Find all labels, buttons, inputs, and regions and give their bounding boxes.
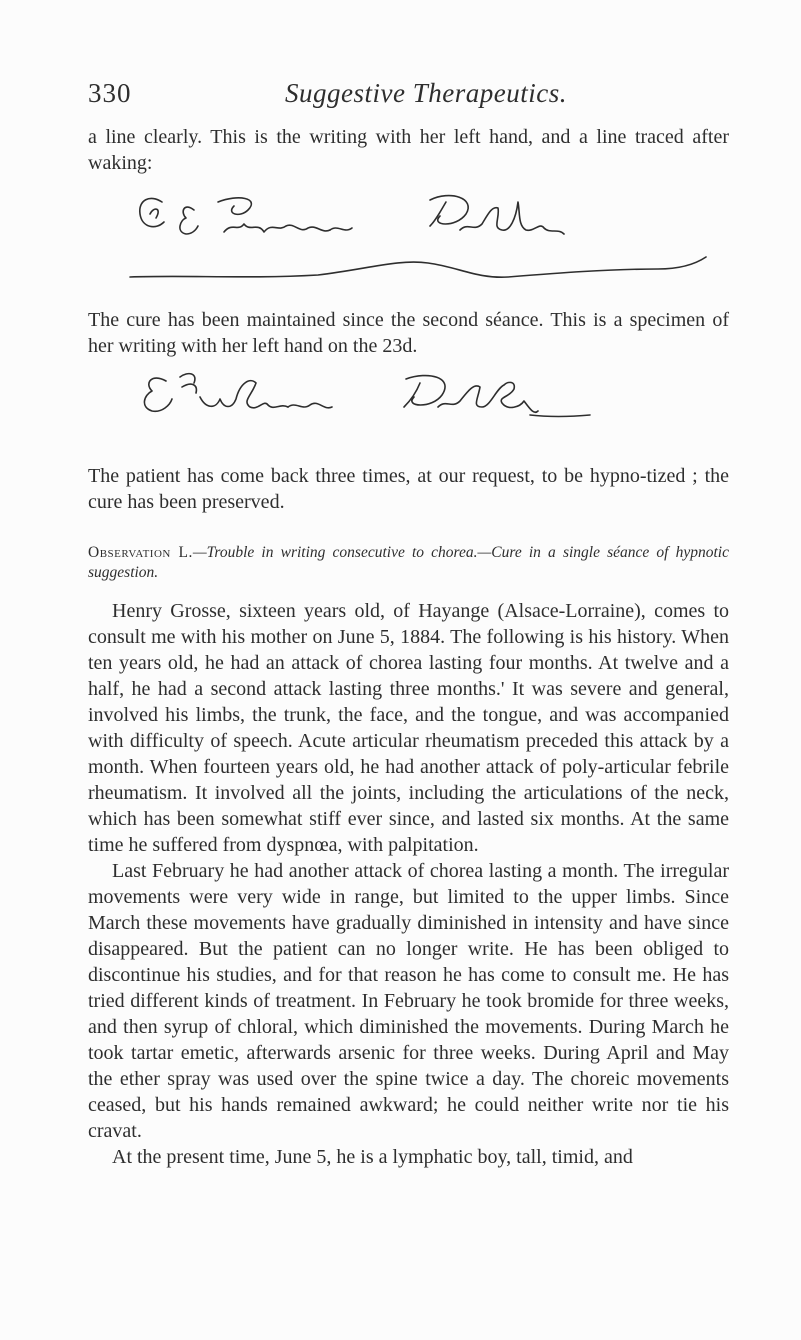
case-history-paragraph-1: Henry Grosse, sixteen years old, of Hayange (Alsace-Lorraine), comes to consult me with his mother on June 5, 1884. The following is his history. When ten years old, he had an attack of chorea lasting four months. At twelve and a half, he had a second attack lasting three months.' It was severe and general, involved his limbs, the trunk, the face, and the tongue, and was accompanied with difficulty of speech. Acute articular rheumatism preceded this attack by a month. When fourteen years old, he had another attack of poly-articular febrile rheumatism. It involved all the joints, including the articulations of the neck, which has been somewhat stiff ever since, and lasted six months. At the same time he suffered from dyspnœa, with palpitation. (88, 600, 729, 856)
traced-line-after-waking (128, 255, 708, 283)
cure-maintained-block (88, 307, 729, 359)
patient-return-paragraph: The patient has come back three times, at our request, to be hypno-tized ; the cure has been preserved. (88, 465, 729, 513)
patient-return-block (88, 463, 729, 515)
handwritten-signature-icon (138, 367, 618, 423)
case-history (88, 598, 729, 1170)
cure-maintained-paragraph: The cure has been maintained since the second séance. This is a specimen of her writing with her left hand on the 23d. (88, 309, 729, 357)
case-history-paragraph-3: At the present time, June 5, he is a lymphatic boy, tall, timid, and (112, 1146, 633, 1168)
handwritten-signature-icon (130, 188, 650, 246)
page-number: 330 (88, 78, 132, 108)
intro-paragraph: a line clearly. This is the writing with her left hand, and a line traced after waking: (88, 126, 729, 174)
handwriting-specimen-left-hand (130, 188, 650, 246)
traced-line-icon (128, 255, 708, 283)
case-history-paragraph-2: Last February he had another attack of chorea lasting a month. The irregular movements were very wide in range, but limited to the upper limbs. Since March these movements have gradually diminished in intensity and have since disappeared. But the patient can no longer write. He has been obliged to discontinue his studies, and for that reason he has come to consult me. He has tried different kinds of treatment. In February he took bromide for three weeks, and then syrup of chloral, which diminished the movements. During March he took tartar emetic, afterwards arsenic for three weeks. During April and May the ether spray was used over the spine twice a day. The choreic movements ceased, but his hands remained awkward; he could neither write nor tie his cravat. (88, 860, 729, 1142)
running-title: Suggestive Therapeutics. (285, 78, 567, 108)
observation-heading (88, 543, 729, 583)
intro-paragraph-block (88, 124, 729, 176)
page-header (88, 78, 728, 114)
handwriting-specimen-23d (138, 367, 618, 423)
observation-title: —Trouble in writing consecutive to chorea.—Cure in a single séance of hypnotic suggestion. (88, 544, 729, 581)
observation-label: Observation L. (88, 544, 193, 561)
